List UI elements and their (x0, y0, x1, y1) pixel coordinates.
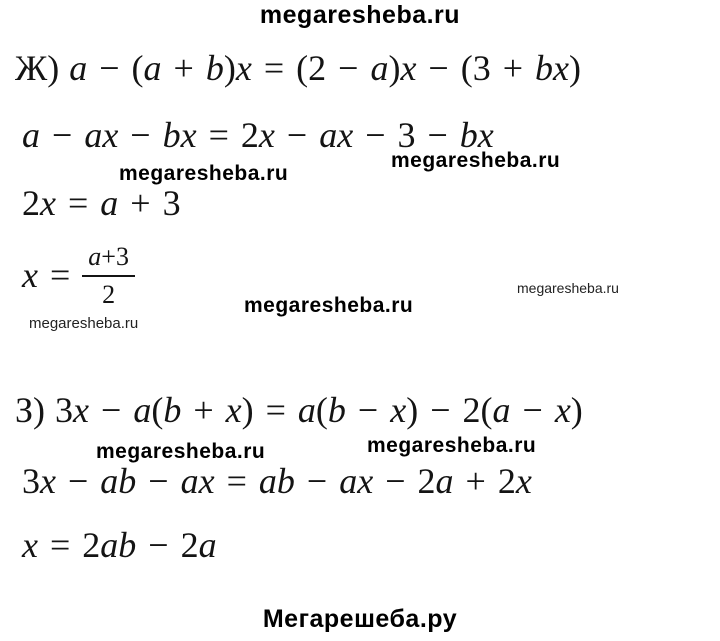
watermark-row1-left: megaresheba.ru (119, 162, 289, 185)
fraction-numerator: a+3 (82, 242, 135, 277)
problem-label-z: З) (15, 390, 46, 430)
watermark-mid-center: megaresheba.ru (244, 294, 414, 317)
watermark-row1-right: megaresheba.ru (391, 149, 561, 172)
watermark-top: megaresheba.ru (259, 1, 461, 29)
problem-label-zh: Ж) (15, 48, 60, 88)
answer-z: x = 2ab − 2a (22, 525, 217, 565)
watermark-row2-right: megaresheba.ru (367, 434, 537, 457)
answer-zh-lhs: x = (22, 255, 71, 296)
equation-z-text: 3x − a(b + x) = a(b − x) − 2(a − x) (55, 390, 583, 430)
step-zh-expand: a − ax − bx = 2x − ax − 3 − bx (22, 115, 494, 155)
fraction (82, 242, 135, 310)
fraction-denominator: 2 (102, 279, 116, 309)
watermark-mid-left: megaresheba.ru (29, 315, 139, 332)
answer-zh (22, 242, 135, 310)
equation-z (15, 388, 583, 433)
equation-zh-text: a − (a + b)x = (2 − a)x − (3 + bx) (69, 48, 581, 88)
step-z-expand: 3x − ab − ax = ab − ax − 2a + 2x (22, 461, 532, 501)
watermark-mid-right: megaresheba.ru (517, 280, 619, 296)
watermark-row2-left: megaresheba.ru (96, 440, 266, 463)
step-zh-collect: 2x = a + 3 (22, 183, 181, 223)
footer-brand: Мегарешеба.ру (262, 605, 458, 633)
equation-zh (15, 46, 581, 91)
